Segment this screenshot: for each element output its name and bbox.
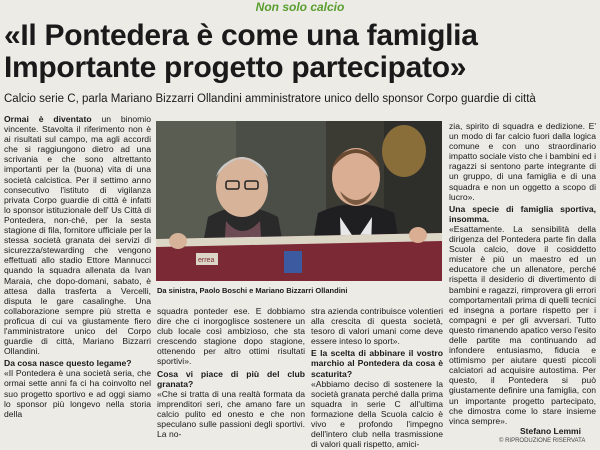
subheadline: Calcio serie C, parla Mariano Bizzarri Ollandini amministratore unico dello sponsor Corpo guardie di città bbox=[4, 93, 536, 105]
paragraph: «Il Pontedera è una società seria, che ormai sette anni fa ci ha coinvolto nel suo progetto sportivo e ad oggi siamo lo sponsor più longevo nella storia della bbox=[4, 368, 151, 419]
interview-question: Una specie di famiglia sportiva, insomma. bbox=[449, 203, 596, 224]
headline-line-1: «Il Pontedera è come una famiglia bbox=[4, 19, 478, 52]
paragraph: «Che si tratta di una realtà formata da imprenditori seri, che amano fare un calcio pulito ed onesto e che non speculano sulle passioni degli sportivi. La no- bbox=[157, 388, 305, 440]
interview-question: E la scelta di abbinare il vostro marchio al Pontedera da cosa è scaturita? bbox=[311, 348, 443, 379]
paragraph: squadra ponteder ese. E dobbiamo dire che ci inorgoglisce sostenere un club locale così ambizioso, che sta crescendo stagione dopo stagione, ottenendo per altro ottimi risultati sportivi». bbox=[157, 306, 305, 367]
paragraph: un binomio vincente. Stavolta il riferimento non è ai risultati sul campo, ma agli accordi che si raggiungono dietro ad una scrivania e che sono altrettanto importanti per la (buona) vita di una società calcistica. Per il settimo anno consecutivo l'istituto di vigilanza privata Corpo guardie di città è infatti lo sponsor istituzionale dell' Us Città di Pontedera, non-ché, per la sesta stagione di fila, fornitore ufficiale per la stessa società granata dei servizi di sicurezza/stewarding che vengono effettuati allo stadio Ettore Mannucci quando la squadra allenata da Ivan Maraia, che dopo-domani, sabato, è attesa dalla trasferta a Vercelli, disputa le gare casalinghe. Una collaborazione sempre più stretta e proficua di cui va giustamente fiero l'amministratore unico del Corpo guardie di città, Mariano Bizzarri Ollandini. bbox=[4, 114, 151, 357]
paragraph: «Esattamente. La sensibilità della dirigenza del Pontedera parte fin dalla Scuola calcio, dove il cosiddetto mister è più un maestro ed un educatore che un allenatore, perché rispetta il desiderio di divertimento di bambini e ragazzi, rimprovera gli errori comportamentali prima di quelli tecnici ed insegna a portare rispetto per i compagni e per gli avversari. Tutto questo rimanendo apatico verso l'esito delle partite ma continuando ad infondere entusiasmo, fiducia e ottimismo per aiutare questi piccoli calciatori ad acquisire autostima. Per questo, il Pontedera si può giustamente definire una famiglia, con un importante progetto partecipato, che dimostra come lo stare insieme vinca sempre». bbox=[449, 223, 596, 426]
copyright-notice: © RIPRODUZIONE RISERVATA bbox=[499, 438, 586, 444]
interview-question: Da cosa nasce questo legame? bbox=[4, 358, 132, 369]
paragraph: «Abbiamo deciso di sostenere la società granata perché dalla prima squadra in serie C all'ultima formazione della Scuola calcio è vivo e profondo l'impegno dell'intero club nella trasmissione di valori quali rispetto, amici- bbox=[311, 378, 443, 450]
article-column-2 bbox=[157, 306, 305, 439]
section-kicker: Non solo calcio bbox=[255, 0, 345, 14]
article-column-1 bbox=[4, 114, 151, 419]
author-signature: Stefano Lemmi bbox=[520, 426, 581, 436]
paragraph: zia, spirito di squadra e dedizione. E' un modo di far calcio fuori dalla logica comune e con uno straordinario impatto sociale visto che i bambini ed i ragazzi si sentono parte integrante di un gruppo, di una famiglia e di una squadra e non un oggetto a scopo di lucro». bbox=[449, 121, 596, 202]
article-column-4 bbox=[449, 121, 596, 426]
article-photo bbox=[156, 121, 442, 281]
interview-question: Cosa vi piace di più del club granata? bbox=[157, 368, 305, 389]
paragraph: stra azienda contribuisce volentieri alla crescita di questa società, tesoro di valori umani come deve essere inteso lo sport». bbox=[311, 306, 443, 347]
lead-in: Ormai è diventato bbox=[4, 114, 92, 124]
headline-line-2: Importante progetto partecipato» bbox=[4, 51, 467, 84]
jersey-brand-text: errea bbox=[198, 257, 215, 264]
headline bbox=[4, 20, 596, 84]
photo-caption: Da sinistra, Paolo Boschi e Mariano Bizzarri Ollandini bbox=[157, 286, 348, 295]
two-men-holding-jersey-image bbox=[156, 121, 442, 281]
article-column-3 bbox=[311, 306, 443, 449]
